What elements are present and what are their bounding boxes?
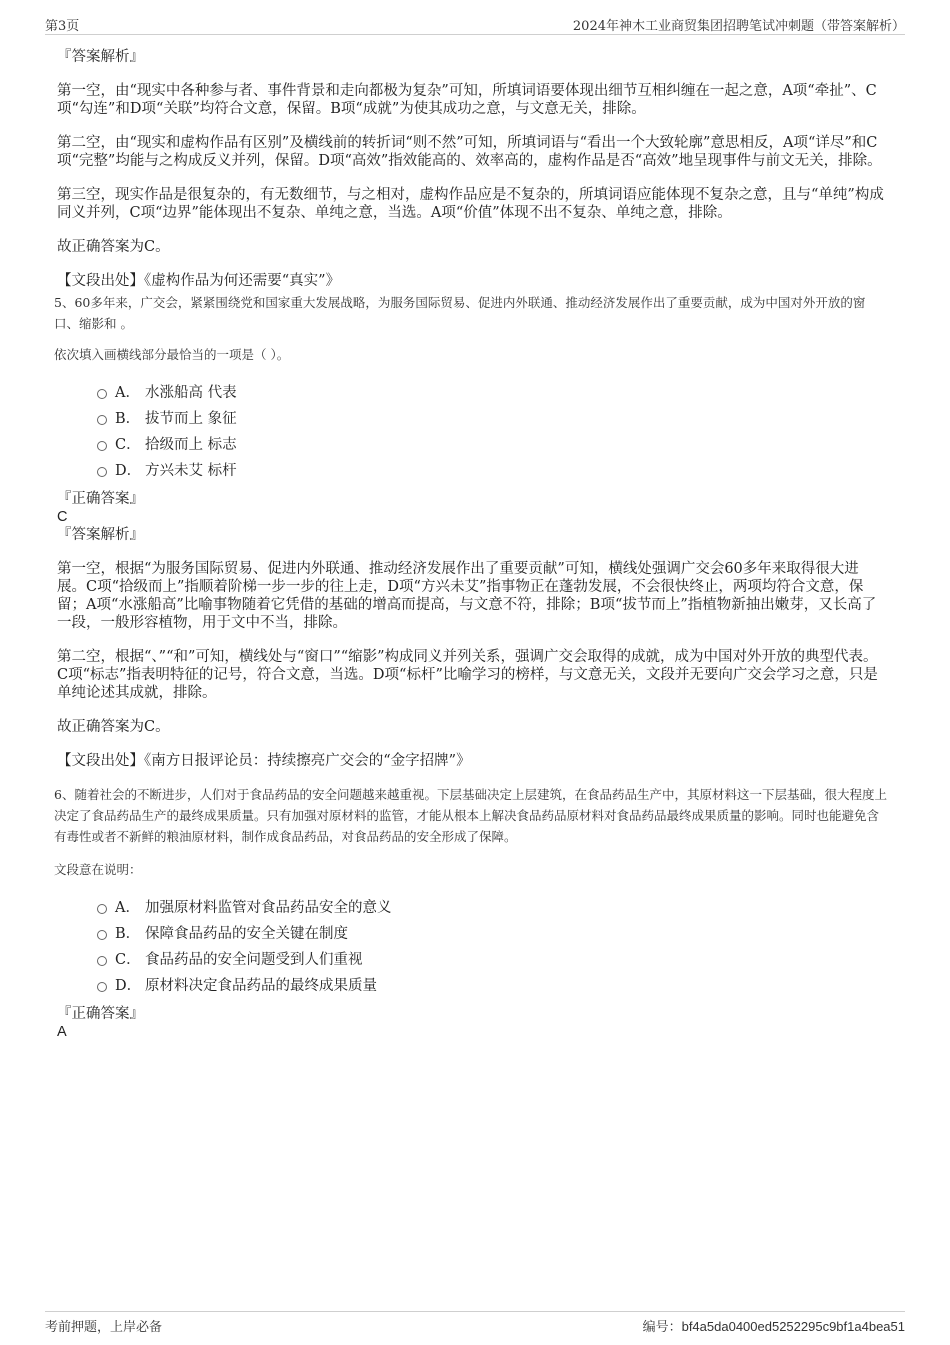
document-title: 2024年神木工业商贸集团招聘笔试冲刺题（带答案解析） [572, 19, 905, 34]
option-c[interactable] [57, 947, 887, 973]
option-b[interactable] [57, 921, 887, 947]
radio-icon[interactable] [97, 930, 107, 940]
analysis-heading: 『答案解析』 [57, 49, 144, 65]
analysis-paragraph: 第二空，根据“、”“和”可知，横线处与“窗口”“缩影”构成同义并列关系，强调广交会取得的成就，成为中国对外开放的典型代表。C项“标志”指表明特征的记号，符合文意，当选。D项“标杆”比喻学习的榜样，与文意无关，文段并无要向广交会学习之意，只是单纯论述其成就，排除。 [57, 649, 878, 701]
analysis-paragraph: 第一空，根据“为服务国际贸易、促进内外联通、推动经济发展作出了重要贡献”可知，横线处强调广交会60多年来取得很大进展。C项“拾级而上”指顺着阶梯一步一步的往上走，D项“方兴未艾”指事物正在蓬勃发展，不会很快终止，两项均符合文意，保留；A项“水涨船高”比喻事物随着它凭借的基础的增高而提高，与文意不符，排除；B项“拔节而上”指植物新抽出嫩芽，又长高了一段，一般形容植物，用于文中不当，排除。 [57, 561, 877, 631]
correct-answer-heading: 『正确答案』 [57, 1006, 144, 1022]
option-text: 食品药品的安全问题受到人们重视 [145, 952, 363, 968]
conclusion: 故正确答案为C。 [57, 239, 170, 255]
option-list [57, 380, 887, 484]
analysis-paragraph: 第二空，由“现实和虚构作品有区别”及横线前的转折词“则不然”可知，所填词语与“看出一个大致轮廓”意思相反，A项“详尽”和C项“完整”均能与之构成反义并列，保留。D项“高效”指效能高的、效率高的，虚构作品是否“高效”地呈现事件与前文无关，排除。 [57, 135, 882, 169]
conclusion: 故正确答案为C。 [57, 719, 170, 735]
option-label: C． [115, 437, 141, 453]
analysis-paragraph: 第三空，现实作品是很复杂的，有无数细节，与之相对，虚构作品应是不复杂的，所填词语应能体现不复杂之意，且与“单纯”构成同义并列，C项“边界”能体现出不复杂、单纯之意，当选。A项“价值”体现不出不复杂、单纯之意，排除。 [57, 187, 884, 221]
radio-icon[interactable] [97, 982, 107, 992]
source-citation: 【文段出处】《南方日报评论员：持续擦亮广交会的“金字招牌”》 [57, 753, 471, 769]
question-prompt: 文段意在说明： [54, 862, 142, 877]
document-code [643, 1316, 905, 1335]
page-number: 第3页 [45, 19, 80, 34]
document-code-value: bf4a5da0400ed5252295c9bf1a4bea51 [681, 1319, 905, 1334]
radio-icon[interactable] [97, 904, 107, 914]
option-label: D． [115, 463, 142, 479]
option-list [57, 895, 887, 999]
page-footer [45, 1311, 905, 1336]
option-label: B． [115, 411, 141, 427]
option-a[interactable] [57, 895, 887, 921]
radio-icon[interactable] [97, 441, 107, 451]
option-label: C． [115, 952, 141, 968]
option-d[interactable] [57, 458, 887, 484]
question-stem: 6、随着社会的不断进步，人们对于食品药品的安全问题越来越重视。下层基础决定上层建筑，在食品药品生产中，其原材料这一下层基础，很大程度上决定了食品药品生产的最终成果质量。只有加强对原材料的监管，才能从根本上解决食品药品原材料对食品药品最终成果质量的影响。同时也能避免含有毒性或者不新鲜的粮油原材料，制作成食品药品，对食品药品的安全形成了保障。 [54, 787, 887, 844]
source-citation: 【文段出处】《虚构作品为何还需要“真实”》 [57, 273, 341, 289]
option-text: 方兴未艾 标杆 [145, 463, 237, 479]
correct-answer: C [57, 509, 68, 525]
option-text: 拔节而上 象征 [145, 411, 237, 427]
option-text: 拾级而上 标志 [145, 437, 237, 453]
option-text: 保障食品药品的安全关键在制度 [145, 926, 348, 942]
footer-slogan: 考前押题，上岸必备 [45, 1320, 163, 1335]
analysis-paragraph: 第一空，由“现实中各种参与者、事件背景和走向都极为复杂”可知，所填词语要体现出细节互相纠缠在一起之意，A项“牵扯”、C项“勾连”和D项“关联”均符合文意，保留。B项“成就”为使其成功之意，与文意无关，排除。 [57, 83, 877, 117]
correct-answer-heading: 『正确答案』 [57, 491, 144, 507]
question-prompt: 依次填入画横线部分最恰当的一项是（ ）。 [54, 347, 290, 362]
option-label: B． [115, 926, 141, 942]
option-label: A． [115, 385, 140, 401]
option-label: A． [115, 900, 140, 916]
option-label: D． [115, 978, 142, 994]
option-d[interactable] [57, 973, 887, 999]
radio-icon[interactable] [97, 956, 107, 966]
document-body [54, 48, 887, 1041]
radio-icon[interactable] [97, 467, 107, 477]
question-stem: 5、60多年来，广交会，紧紧围绕党和国家重大发展战略，为服务国际贸易、促进内外联通、推动经济发展作出了重要贡献，成为中国对外开放的窗口、缩影和 。 [54, 295, 866, 331]
document-code-label: 编号： [642, 1320, 682, 1335]
page-header [45, 14, 905, 35]
option-b[interactable] [57, 406, 887, 432]
option-c[interactable] [57, 432, 887, 458]
option-text: 原材料决定食品药品的最终成果质量 [145, 978, 377, 994]
radio-icon[interactable] [97, 415, 107, 425]
option-a[interactable] [57, 380, 887, 406]
correct-answer: A [57, 1024, 67, 1040]
option-text: 水涨船高 代表 [145, 385, 237, 401]
option-text: 加强原材料监管对食品药品安全的意义 [145, 900, 392, 916]
analysis-heading: 『答案解析』 [57, 527, 144, 543]
radio-icon[interactable] [97, 389, 107, 399]
